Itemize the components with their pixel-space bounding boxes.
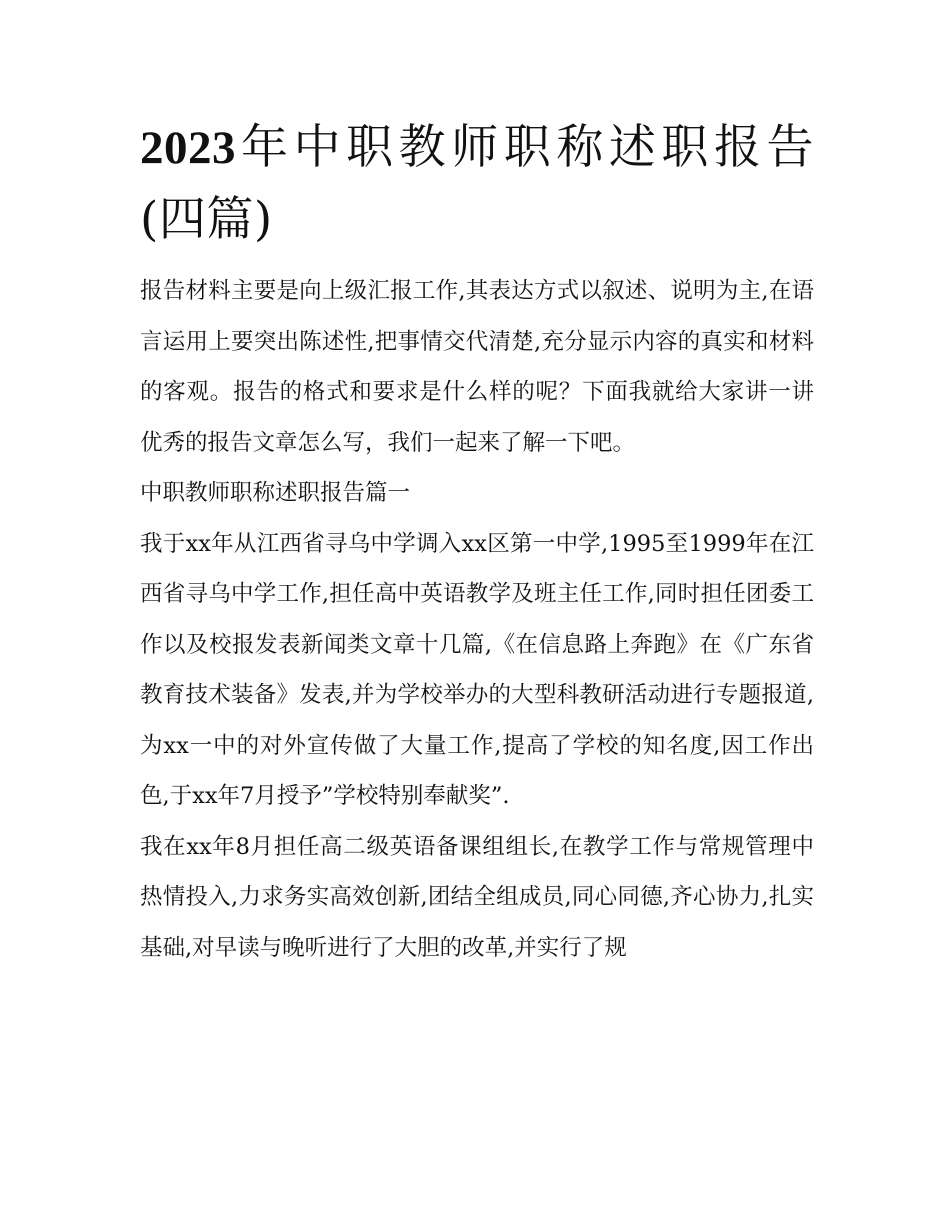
body-paragraph: 我于xx年从江西省寻乌中学调入xx区第一中学,1995至1999年在江西省寻乌中学工作,担任高中英语教学及班主任工作,同时担任团委工作以及校报发表新闻类文章十几篇,《在信息路上奔跑》在《广东省教育技术装备》发表,并为学校举办的大型科教研活动进行专题报道,为xx一中的对外宣传做了大量工作,提高了学校的知名度,因工作出色,于xx年7月授予”学校特别奉献奖”. <box>140 530 814 809</box>
body-paragraph: 我在xx年8月担任高二级英语备课组组长,在教学工作与常规管理中热情投入,力求务实高效创新,团结全组成员,同心同德,齐心协力,扎实基础,对早读与晚听进行了大胆的改革,并实行了规 <box>140 833 814 961</box>
document-body <box>140 112 814 973</box>
intro-paragraph: 报告材料主要是向上级汇报工作,其表达方式以叙述、说明为主,在语言运用上要突出陈述性,把事情交代清楚,充分显示内容的真实和材料的客观。报告的格式和要求是什么样的呢？下面我就给大家讲一讲优秀的报告文章怎么写，我们一起来了解一下吧。 <box>140 278 814 456</box>
title-year: 2023 <box>140 122 236 174</box>
document-title <box>140 112 814 256</box>
section-heading: 中职教师职称述职报告篇一 <box>140 480 411 506</box>
title-text: 年中职教师职称述职报告(四篇) <box>140 120 814 247</box>
